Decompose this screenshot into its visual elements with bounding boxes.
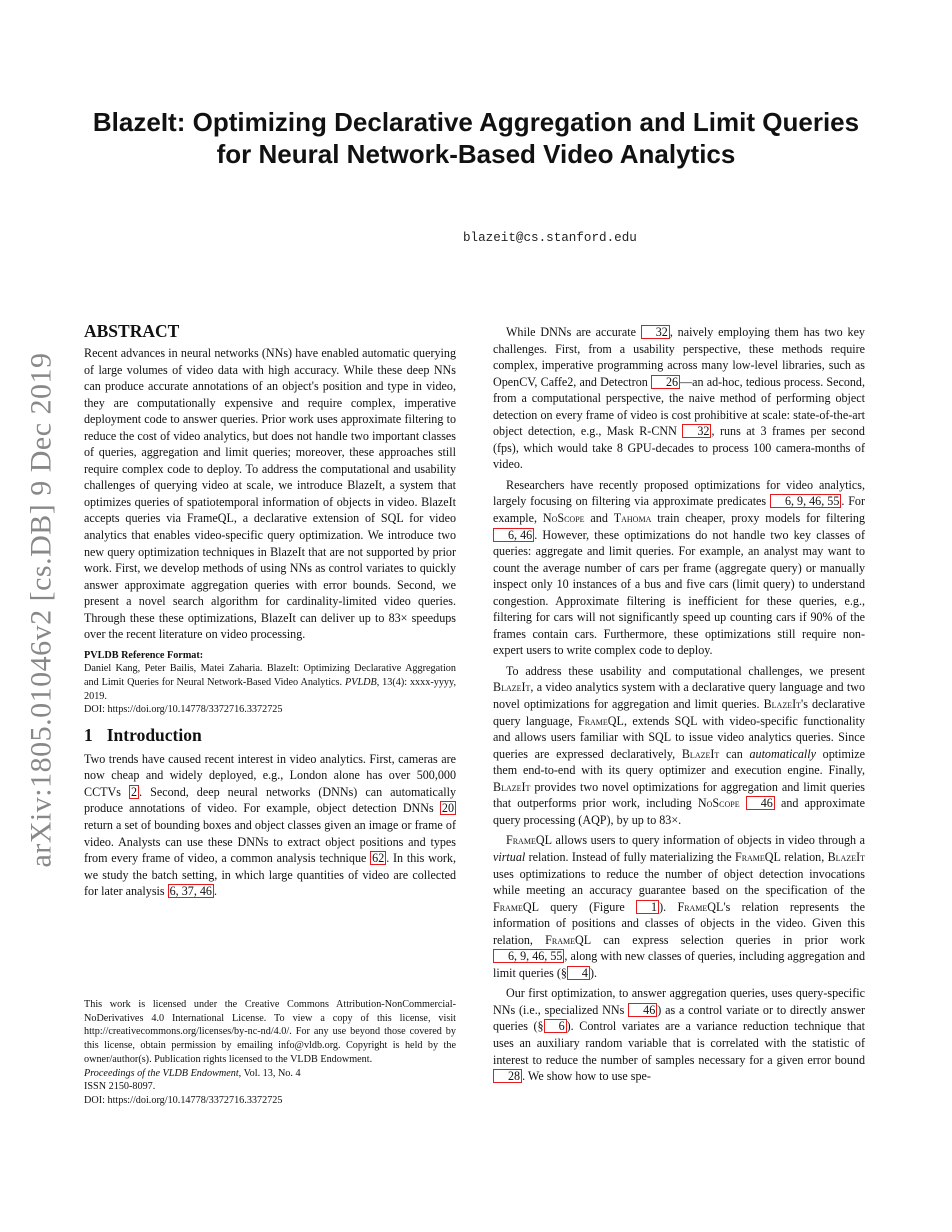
system-name: BlazeIt (493, 680, 531, 695)
cite-num: 46 (809, 494, 822, 509)
text-run: . For example, (493, 494, 865, 526)
cite-num: 9 (520, 949, 527, 964)
pvldb-label: PVLDB Reference Format: (84, 649, 204, 661)
text-run: and approximate query processing (AQP), by up to 83×. (493, 796, 865, 827)
proceedings-name: Proceedings of the VLDB Endowment, (84, 1067, 242, 1079)
section-link[interactable]: 6 (544, 1019, 567, 1033)
pvldb-citation (84, 662, 456, 703)
text-run: ). (589, 965, 598, 980)
text-run: uses optimizations to reduce the number of object detection invocations while meeting an accuracy guarantee based on the specification of the (493, 866, 865, 898)
proceedings-volume: Vol. 13, No. 4 (241, 1067, 301, 1079)
text-run: can express selection queries in prior work (591, 932, 866, 947)
body-paragraph (493, 985, 865, 1084)
intro-paragraph (84, 751, 456, 900)
system-name: Tahoma (613, 511, 652, 526)
text-run: , a video analytics system with a declarative query language and two novel optimizations for aggregation and limit queries. (493, 680, 865, 712)
citation-link[interactable]: 62 (372, 851, 385, 866)
text-run: . Second, deep neural networks (DNNs) can automatically produce annotations of video. For example, object detection DNNs (84, 784, 456, 816)
text-run: , naively employing them has two key challenges. First, from a usability perspective, these methods require complex, imperative programming across many low-level libraries, such as OpenCV, Caffe2, and Detectron (493, 325, 865, 389)
cite-num: 37 (181, 884, 194, 899)
text-run: provides two novel optimizations for aggregation and limit queries that outperforms prior work, including (493, 779, 865, 811)
system-name: NoScope (542, 511, 585, 526)
section-title: Introduction (106, 724, 202, 745)
system-name: NoScope (697, 796, 740, 811)
arxiv-identifier[interactable]: arXiv:1805.01046v2 [cs.DB] 9 Dec 2019 (25, 352, 58, 868)
text-run: . In this work, we study the batch setting, in which large quantities of video are collected for later analysis (84, 851, 456, 899)
body-paragraph (493, 477, 865, 659)
citation-link[interactable]: 6, 9, 46, 55 (493, 949, 564, 963)
citation-link[interactable]: 6, 9, 46, 55 (770, 494, 841, 508)
license-text: This work is licensed under the Creative Commons Attribution-NonCommercial-NoDerivatives 4.0 International License. To view a copy of this license, visit http://creativecommons.org/licenses/by-nc-nd/4.0/. For any use beyond those covered by this license, obtain permission by emailing info@vldb.org. Copyright is held by the owner/author(s). Publication rights licensed to the VLDB Endowment. (84, 999, 456, 1065)
section-link[interactable]: 4 (567, 966, 590, 980)
text-run: relation. Instead of fully materializing the (525, 849, 735, 864)
pvldb-authors: Daniel Kang, Peter Bailis, Matei Zaharia. BlazeIt: Optimizing Declarative Aggregation and Limit Queries for Neural Network-Based Video Analytics. (84, 663, 456, 689)
citation-link[interactable]: 6, 46 (493, 528, 534, 542)
cite-num: 6 (784, 494, 791, 509)
text-run: allows users to query information of objects in video through a (551, 833, 865, 848)
text-run: and (584, 511, 614, 526)
intro-heading (84, 724, 456, 746)
body-paragraph (493, 324, 865, 473)
system-name: BlazeIt (763, 697, 802, 712)
text-run: . However, these optimizations do not handle two key classes of queries: aggregate and limit queries. For example, an analyst may want to count the average number of cars per frame (aggregate query) or manually inspect only 10 instances of a bus and five cars (limit query) to understand congestion. Approximate filtering is inefficient for these queries, e.g., filtering for cars will not significantly speed up counting cars if 90% of the frames contain cars. Furthermore, these optimizations still require non-expert users to write complex code to deploy. (493, 527, 865, 658)
citation-link[interactable]: 26 (651, 375, 680, 389)
system-name: FrameQL (677, 899, 724, 914)
system-name: BlazeIt (681, 746, 720, 761)
citation-link[interactable]: 20 (441, 801, 454, 816)
citation-link[interactable]: 28 (493, 1069, 522, 1083)
text-run: optimize them end-to-end with its query optimizer and execution engine. Finally, (493, 746, 865, 778)
figure-link[interactable]: 1 (636, 900, 659, 914)
system-name: FrameQL (545, 932, 592, 947)
section-number: 1 (84, 724, 93, 745)
text-run: ). (659, 899, 678, 914)
text-run: While DNNs are accurate (506, 325, 641, 339)
system-name: BlazeIt (827, 849, 865, 864)
system-name: FrameQL (577, 713, 624, 728)
text-run: , along with new classes of queries, including aggregation and limit queries (§ (493, 949, 866, 980)
text-run: ) as a control variate or to directly answer queries (§ (493, 1002, 865, 1034)
pvldb-volume: , 13(4): xxxx-yyyy, 2019. (84, 677, 456, 702)
license-doi: DOI: https://doi.org/10.14778/3372716.3372725 (84, 1094, 283, 1106)
cite-num: 9 (797, 494, 804, 509)
text-run: , runs at 3 frames per second (fps), which would take 8 GPU-decades to process 100 camera-months of video. (493, 424, 865, 472)
author-email: blazeit@cs.stanford.edu (463, 231, 637, 245)
text-run: Our first optimization, to answer aggregation queries, uses query-specific NNs (i.e., specialized NNs (493, 986, 865, 1017)
text-run: return a set of bounding boxes and object classes given an image or frame of video. Analysts can use these DNNs to extract object positions and types from every frame of video, a common analysis technique (84, 818, 456, 866)
text-run: relation, (780, 849, 828, 864)
pvldb-reference (84, 649, 456, 717)
system-name: FrameQL (493, 899, 539, 914)
cite-num: 46 (520, 527, 533, 542)
citation-link[interactable]: 32 (641, 325, 670, 339)
issn-line: ISSN 2150-8097. (84, 1081, 156, 1093)
text-run: ). Control variates are a variance reduction technique that uses an auxiliary random variable that is correlated with the statistic of interest to reduce the number of samples necessary for a given error bound (493, 1019, 865, 1067)
emphasis: virtual (493, 849, 526, 864)
pvldb-venue: PVLDB (345, 677, 377, 689)
body-paragraph (493, 832, 865, 981)
system-name: FrameQL (734, 849, 781, 864)
citation-link[interactable]: 46 (628, 1003, 657, 1017)
system-name: BlazeIt (493, 779, 531, 794)
abstract-text: Recent advances in neural networks (NNs) have enabled automatic querying of large volumes of video data with high accuracy. While these deep NNs can produce accurate annotations of an object's position and type in video, they are computationally expensive and require complex, imperative deployment code to answer queries. Prior work uses approximate filtering to reduce the cost of video analytics, but does not handle two important classes of queries, aggregation and limit queries; moreover, these approaches still require complex code to deploy. To address the computational and usability challenges of querying video at scale, we introduce BlazeIt, a system that optimizes queries of spatiotemporal information of objects in video. BlazeIt accepts queries via FrameQL, a declarative extension of SQL for video analytics that enables video-specific query optimization. We introduce two new query optimization techniques in BlazeIt that are not supported by prior work. First, we develop methods of using NNs as control variates to quickly answer approximate aggregation queries with error bounds. Second, we present a novel search algorithm for cardinality-limited video queries. Through these these optimizations, BlazeIt can deliver up to 83× speedups over the recent literature on video processing. (84, 346, 456, 642)
text-run: can (719, 746, 750, 761)
text-run: . (213, 884, 217, 899)
right-column (493, 324, 865, 1089)
cite-num: 6 (508, 527, 515, 542)
text-run: Two trends have caused recent interest in video analytics. First, cameras are now cheap and widely deployed, e.g., London alone has over 500,000 CCTVs (84, 751, 456, 799)
system-name: FrameQL (506, 833, 552, 848)
proceedings-line (84, 1067, 456, 1081)
cite-num: 46 (532, 949, 545, 964)
paper-title: BlazeIt: Optimizing Declarative Aggregation and Limit Queries for Neural Network-Based Video Analytics (92, 107, 860, 169)
text-run: 's relation represents the information of positions and classes of objects in the video. Given this relation, (493, 899, 865, 947)
text-run: . We show how to use spe- (522, 1069, 651, 1084)
abstract-heading: ABSTRACT (84, 321, 180, 341)
pvldb-doi: DOI: https://doi.org/10.14778/3372716.3372725 (84, 704, 283, 716)
text-run: train cheaper, proxy models for filtering (651, 511, 866, 526)
text-run: , extends SQL with video-specific functionality and allows users familiar with SQL to issue video analytics queries. Since queries are expressed declaratively, (493, 713, 865, 761)
left-column (84, 320, 456, 904)
citation-link[interactable]: 32 (682, 424, 711, 438)
cite-num: 6 (508, 949, 515, 964)
license-footnote (84, 998, 456, 1108)
text-run: To address these usability and computational challenges, we present (506, 663, 865, 678)
cite-num: 6 (169, 884, 176, 899)
text-run: query (Figure (538, 899, 637, 914)
text-run: 's declarative query language, (493, 697, 866, 728)
cite-num: 46 (199, 884, 212, 899)
text-run: Researchers have recently proposed optimizations for video analytics, largely focusing on filtering via approximate predicates (493, 477, 865, 509)
citation-link[interactable]: 46 (746, 796, 775, 810)
citation-link[interactable]: 6, 37, 46 (169, 884, 212, 899)
emphasis: automatically (749, 746, 816, 761)
cite-num: 55 (550, 949, 563, 964)
arxiv-sidebar (24, 330, 60, 890)
body-paragraph (493, 663, 865, 828)
cite-num: 55 (827, 494, 840, 509)
citation-link[interactable]: 2 (131, 784, 138, 799)
text-run: —an ad-hoc, tedious process. Second, from a computational perspective, the naive method of performing object detection on every frame of video is cost prohibitive at scale: state-of-the-art object detection, e.g., Mask R-CNN (493, 374, 865, 439)
